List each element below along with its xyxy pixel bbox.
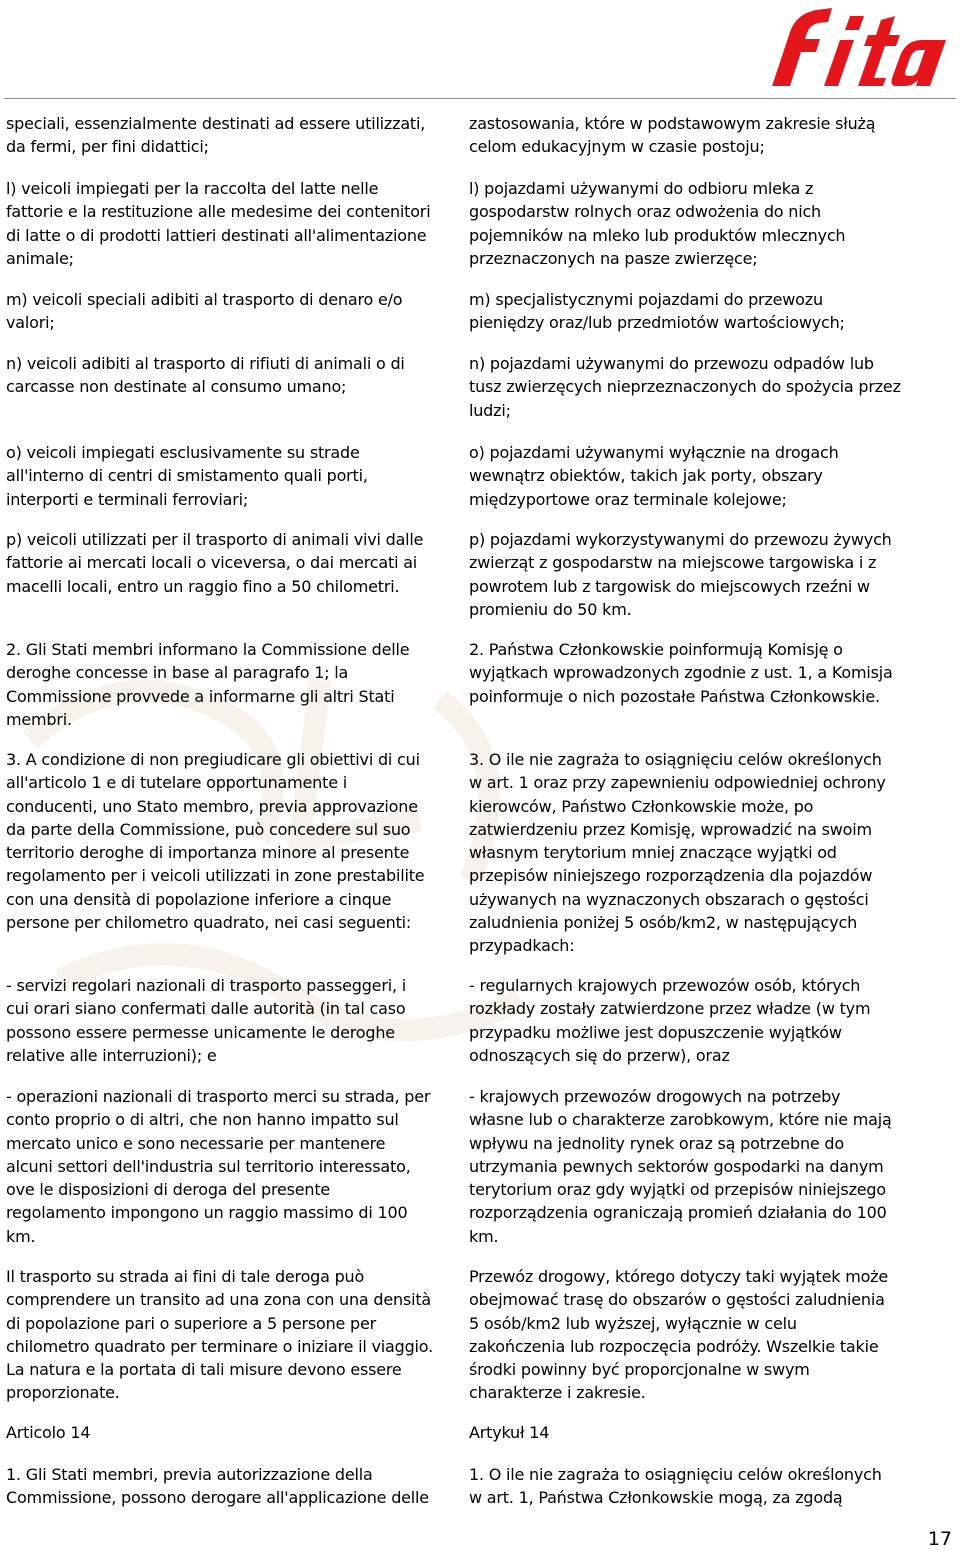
text-row bbox=[6, 112, 930, 159]
polish-text: n) pojazdami używanymi do przewozu odpadów lub tusz zwierzęcych nieprzeznaczonych do spożycia przez ludzi; bbox=[469, 354, 901, 420]
italian-text: - servizi regolari nazionali di trasporto passeggeri, i cui orari siano confermati dalle autorità (in tal caso possono essere permesse unicamente le deroghe relative alle interruzioni); e bbox=[6, 976, 406, 1065]
text-row bbox=[6, 1463, 930, 1510]
header-rule bbox=[4, 98, 956, 99]
polish-text: l) pojazdami używanymi do odbioru mleka z gospodarstw rolnych oraz odwożenia do nich pojemników na mleko lub produktów mlecznych przeznaczonych na pasze zwierzęce; bbox=[469, 179, 846, 268]
italian-article-heading: Articolo 14 bbox=[6, 1423, 91, 1442]
italian-text: l) veicoli impiegati per la raccolta del latte nelle fattorie e la restituzione alle medesime dei contenitori di latte o di prodotti lattieri destinati all'alimentazione animale; bbox=[6, 179, 431, 268]
polish-text: 1. O ile nie zagraża to osiągnięciu celów określonych w art. 1, Państwa Członkowskie mogą, za zgodą bbox=[469, 1465, 882, 1508]
fita-logo bbox=[750, 0, 960, 92]
text-row bbox=[6, 528, 930, 621]
text-row bbox=[6, 974, 930, 1067]
polish-text: m) specjalistycznymi pojazdami do przewozu pieniędzy oraz/lub przedmiotów wartościowych; bbox=[469, 290, 845, 333]
polish-text: Przewóz drogowy, którego dotyczy taki wyjątek może obejmować trasę do obszarów o gęstości zaludnienia 5 osób/km2 lub wyższej, wyłącznie w celu zakończenia lub rozpoczęcia podróży. Wszelkie takie środki powinny być proporcjonalne w swym charakterze i zakresie. bbox=[469, 1267, 889, 1403]
polish-text: o) pojazdami używanymi wyłącznie na drogach wewnątrz obiektów, takich jak porty, obszary międzyportowe oraz terminale kolejowe; bbox=[469, 443, 839, 509]
italian-text: m) veicoli speciali adibiti al trasporto di denaro e/o valori; bbox=[6, 290, 403, 333]
article-heading-row bbox=[6, 1421, 930, 1444]
italian-text: n) veicoli adibiti al trasporto di rifiuti di animali o di carcasse non destinate al consumo umano; bbox=[6, 354, 405, 397]
text-row bbox=[6, 1085, 930, 1248]
italian-text: o) veicoli impiegati esclusivamente su strade all'interno di centri di smistamento quali porti, interporti e terminali ferroviari; bbox=[6, 443, 368, 509]
polish-article-heading: Artykuł 14 bbox=[469, 1423, 550, 1442]
text-row bbox=[6, 352, 930, 422]
italian-text: 2. Gli Stati membri informano la Commissione delle deroghe concesse in base al paragrafo 1; la Commissione provvede a informarne gli altri Stati membri. bbox=[6, 640, 410, 729]
polish-text: 3. O ile nie zagraża to osiągnięciu celów określonych w art. 1 oraz przy zapewnieniu odpowiedniej ochrony kierowców, Państwo Członkowskie może, po zatwierdzeniu przez Komisję, wprowadzić na swoim własnym terytorium mniej znaczące wyjątki od przepisów niniejszego rozporządzenia dla pojazdów używanych na wyznaczonych obszarach o gęstości zaludnienia poniżej 5 osób/km2, w następujących przypadkach: bbox=[469, 750, 886, 956]
italian-text: speciali, essenzialmente destinati ad essere utilizzati, da fermi, per fini didattici; bbox=[6, 114, 426, 157]
polish-text: - krajowych przewozów drogowych na potrzeby własne lub o charakterze zarobkowym, które nie mają wpływu na jednolity rynek oraz są potrzebne do utrzymania pewnych sektorów gospodarki na danym terytorium oraz gdy wyjątki od przepisów niniejszego rozporządzenia ograniczają promień działania do 100 km. bbox=[469, 1087, 892, 1246]
italian-text: Il trasporto su strada ai fini di tale deroga può comprendere un transito ad una zona con una densità di popolazione pari o superiore a 5 persone per chilometro quadrato per terminare o iniziare il viaggio. La natura e la portata di tali misure devono essere proporzionate. bbox=[6, 1267, 433, 1403]
text-row bbox=[6, 288, 930, 335]
page-number: 17 bbox=[927, 1528, 952, 1550]
text-row bbox=[6, 177, 930, 270]
italian-text: - operazioni nazionali di trasporto merci su strada, per conto proprio o di altri, che non hanno impatto sul mercato unico e sono necessarie per mantenere alcuni settori dell'industria sul territorio interessato, ove le disposizioni di deroga del presente regolamento impongono un raggio massimo di 100 km. bbox=[6, 1087, 431, 1246]
text-row bbox=[6, 638, 930, 731]
polish-text: 2. Państwa Członkowskie poinformują Komisję o wyjątkach wprowadzonych zgodnie z ust. 1, a Komisja poinformuje o nich pozostałe Państwa Członkowskie. bbox=[469, 640, 893, 706]
italian-text: p) veicoli utilizzati per il trasporto di animali vivi dalle fattorie ai mercati locali o viceversa, o dai mercati ai macelli locali, entro un raggio fino a 50 chilometri. bbox=[6, 530, 424, 596]
text-row bbox=[6, 748, 930, 958]
italian-text: 3. A condizione di non pregiudicare gli obiettivi di cui all'articolo 1 e di tutelare opportunamente i conducenti, uno Stato membro, previa approvazione da parte della Commissione, può concedere sul suo territorio deroghe di importanza minore al presente regolamento per i veicoli utilizzati in zone prestabilite con una densità di popolazione inferiore a cinque persone per chilometro quadrato, nei casi seguenti: bbox=[6, 750, 425, 933]
text-row bbox=[6, 441, 930, 511]
italian-text: 1. Gli Stati membri, previa autorizzazione della Commissione, possono derogare all'applicazione delle bbox=[6, 1465, 429, 1508]
polish-text: - regularnych krajowych przewozów osób, których rozkłady zostały zatwierdzone przez władze (w tym przypadku możliwe jest dopuszczenie wyjątków odnoszących się do przerw), oraz bbox=[469, 976, 871, 1065]
polish-text: zastosowania, które w podstawowym zakresie służą celom edukacyjnym w czasie postoju; bbox=[469, 114, 876, 157]
text-row bbox=[6, 1265, 930, 1405]
polish-text: p) pojazdami wykorzystywanymi do przewozu żywych zwierząt z gospodarstw na miejscowe targowiska i z powrotem lub z targowisk do miejscowych rzeźni w promieniu do 50 km. bbox=[469, 530, 892, 619]
